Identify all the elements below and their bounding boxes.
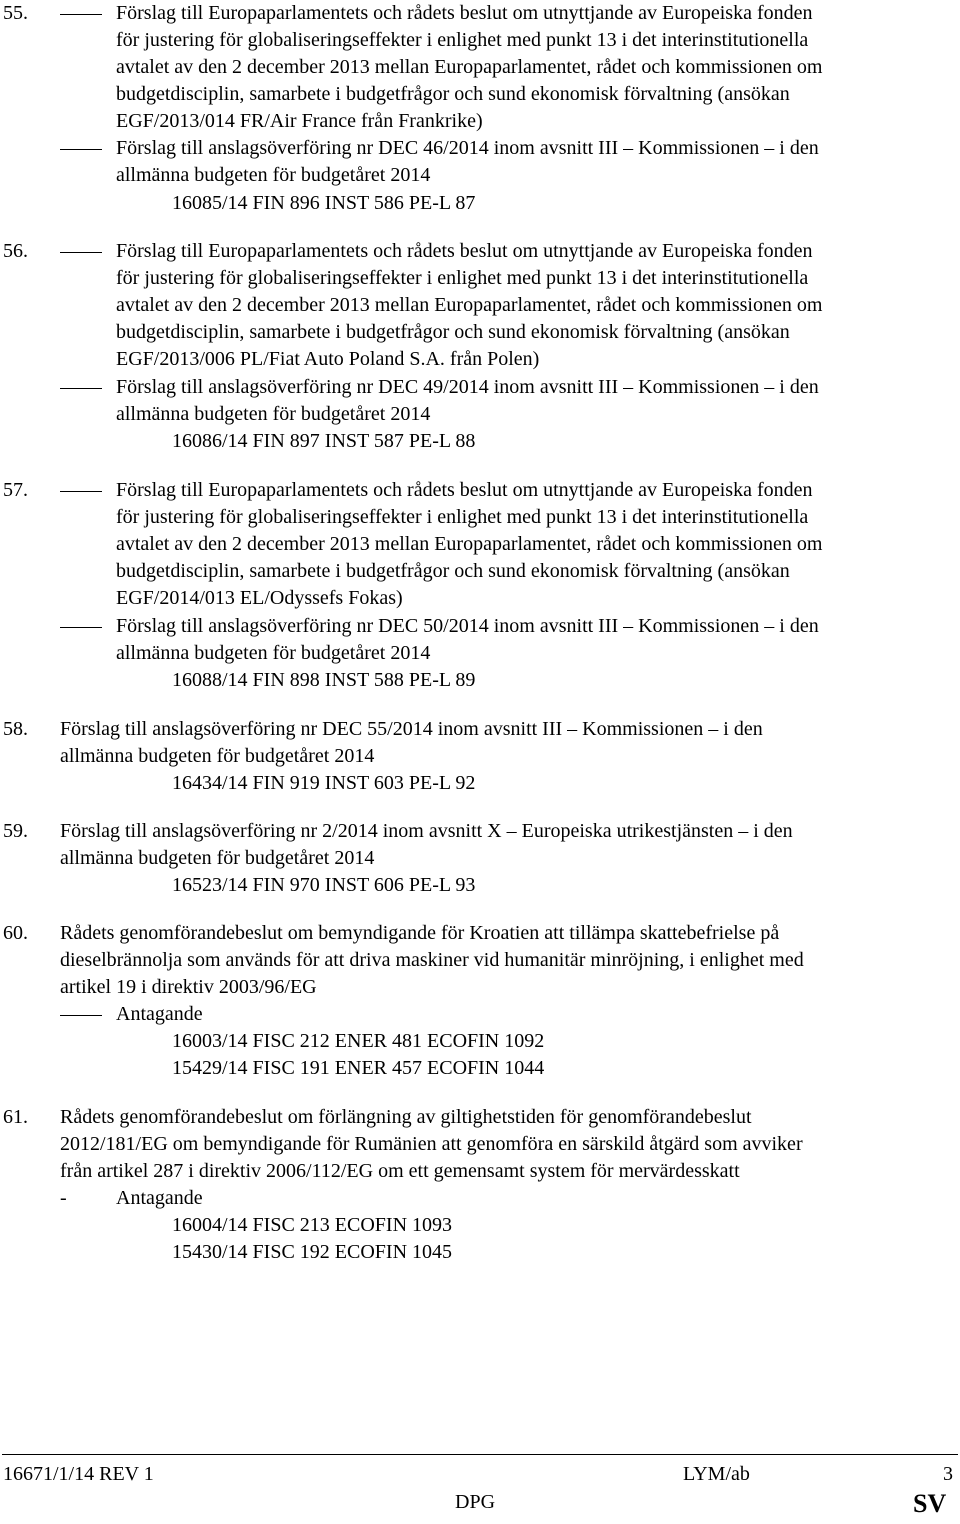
sub-item-text-line: allmänna budgeten för budgetåret 2014 <box>116 642 431 664</box>
item-text-line: Förslag till Europaparlamentets och rådets beslut om utnyttjande av Europeiska fonden <box>116 479 813 501</box>
item-text-line: avtalet av den 2 december 2013 mellan Europaparlamentet, rådet och kommissionen om <box>116 533 823 555</box>
item-text-line: Förslag till anslagsöverföring nr DEC 55/2014 inom avsnitt III – Kommissionen – i den <box>60 718 763 740</box>
footer-doc-ref: 16671/1/14 REV 1 <box>3 1463 154 1485</box>
dash-marker <box>60 1015 102 1016</box>
item-number: 58. <box>3 718 28 740</box>
footer-author: LYM/ab <box>683 1463 750 1485</box>
item-number: 59. <box>3 820 28 842</box>
doc-reference: 15429/14 FISC 191 ENER 457 ECOFIN 1044 <box>172 1057 545 1079</box>
sub-item-text-line: Förslag till anslagsöverföring nr DEC 46/2014 inom avsnitt III – Kommissionen – i den <box>116 137 819 159</box>
sub-item-text-line: allmänna budgeten för budgetåret 2014 <box>116 164 431 186</box>
item-text-line: allmänna budgeten för budgetåret 2014 <box>60 745 375 767</box>
item-text-line: dieselbrännolja som används för att driva maskiner vid humanitär minröjning, i enlighet med <box>60 949 804 971</box>
item-text-line: 2012/181/EG om bemyndigande för Rumänien att genomföra en särskild åtgärd som avviker <box>60 1133 803 1155</box>
footer-language: SV <box>913 1489 947 1518</box>
action-marker: - <box>60 1187 67 1209</box>
doc-reference: 15430/14 FISC 192 ECOFIN 1045 <box>172 1241 453 1263</box>
action-text: Antagande <box>116 1003 203 1025</box>
footer-dept: DPG <box>455 1491 496 1513</box>
item-text-line: artikel 19 i direktiv 2003/96/EG <box>60 976 317 998</box>
item-text-line: EGF/2014/013 EL/Odyssefs Fokas) <box>116 587 403 609</box>
doc-reference: 16088/14 FIN 898 INST 588 PE-L 89 <box>172 669 476 691</box>
item-number: 60. <box>3 922 28 944</box>
dash-marker <box>60 491 102 492</box>
item-text-line: budgetdisciplin, samarbete i budgetfrågor och sund ekonomisk förvaltning (ansökan <box>116 560 790 582</box>
item-text-line: för justering för globaliseringseffekter i enlighet med punkt 13 i det interinstitutionella <box>116 29 809 51</box>
action-text: Antagande <box>116 1187 203 1209</box>
item-text-line: EGF/2013/014 FR/Air France från Frankrike) <box>116 110 483 132</box>
item-number: 61. <box>3 1106 28 1128</box>
dash-marker <box>60 388 102 389</box>
item-text-line: för justering för globaliseringseffekter i enlighet med punkt 13 i det interinstitutionella <box>116 267 809 289</box>
dash-marker <box>60 627 102 628</box>
item-number: 55. <box>3 2 28 24</box>
footer-rule <box>2 1454 958 1455</box>
doc-reference: 16003/14 FISC 212 ENER 481 ECOFIN 1092 <box>172 1030 545 1052</box>
item-text-line: Förslag till Europaparlamentets och rådets beslut om utnyttjande av Europeiska fonden <box>116 240 813 262</box>
sub-item-text-line: Förslag till anslagsöverföring nr DEC 49/2014 inom avsnitt III – Kommissionen – i den <box>116 376 819 398</box>
item-text-line: avtalet av den 2 december 2013 mellan Europaparlamentet, rådet och kommissionen om <box>116 56 823 78</box>
sub-item-text-line: Förslag till anslagsöverföring nr DEC 50/2014 inom avsnitt III – Kommissionen – i den <box>116 615 819 637</box>
item-text-line: budgetdisciplin, samarbete i budgetfrågor och sund ekonomisk förvaltning (ansökan <box>116 83 790 105</box>
dash-marker <box>60 252 102 253</box>
item-number: 57. <box>3 479 28 501</box>
item-text-line: avtalet av den 2 december 2013 mellan Europaparlamentet, rådet och kommissionen om <box>116 294 823 316</box>
doc-reference: 16086/14 FIN 897 INST 587 PE-L 88 <box>172 430 476 452</box>
sub-item-text-line: allmänna budgeten för budgetåret 2014 <box>116 403 431 425</box>
item-text-line: Förslag till anslagsöverföring nr 2/2014 inom avsnitt X – Europeiska utrikestjänsten – i den <box>60 820 793 842</box>
item-text-line: för justering för globaliseringseffekter i enlighet med punkt 13 i det interinstitutionella <box>116 506 809 528</box>
item-text-line: Rådets genomförandebeslut om bemyndigande för Kroatien att tillämpa skattebefrielse på <box>60 922 780 944</box>
item-number: 56. <box>3 240 28 262</box>
item-text-line: EGF/2013/006 PL/Fiat Auto Poland S.A. från Polen) <box>116 348 540 370</box>
footer-page-number: 3 <box>943 1463 953 1485</box>
item-text-line: allmänna budgeten för budgetåret 2014 <box>60 847 375 869</box>
item-text-line: Förslag till Europaparlamentets och rådets beslut om utnyttjande av Europeiska fonden <box>116 2 813 24</box>
doc-reference: 16523/14 FIN 970 INST 606 PE-L 93 <box>172 874 476 896</box>
doc-reference: 16434/14 FIN 919 INST 603 PE-L 92 <box>172 772 476 794</box>
dash-marker <box>60 14 102 15</box>
doc-reference: 16004/14 FISC 213 ECOFIN 1093 <box>172 1214 453 1236</box>
dash-marker <box>60 149 102 150</box>
item-text-line: Rådets genomförandebeslut om förlängning av giltighetstiden för genomförandebeslut <box>60 1106 752 1128</box>
item-text-line: från artikel 287 i direktiv 2006/112/EG om ett gemensamt system för mervärdesskatt <box>60 1160 740 1182</box>
doc-reference: 16085/14 FIN 896 INST 586 PE-L 87 <box>172 192 476 214</box>
item-text-line: budgetdisciplin, samarbete i budgetfrågor och sund ekonomisk förvaltning (ansökan <box>116 321 790 343</box>
